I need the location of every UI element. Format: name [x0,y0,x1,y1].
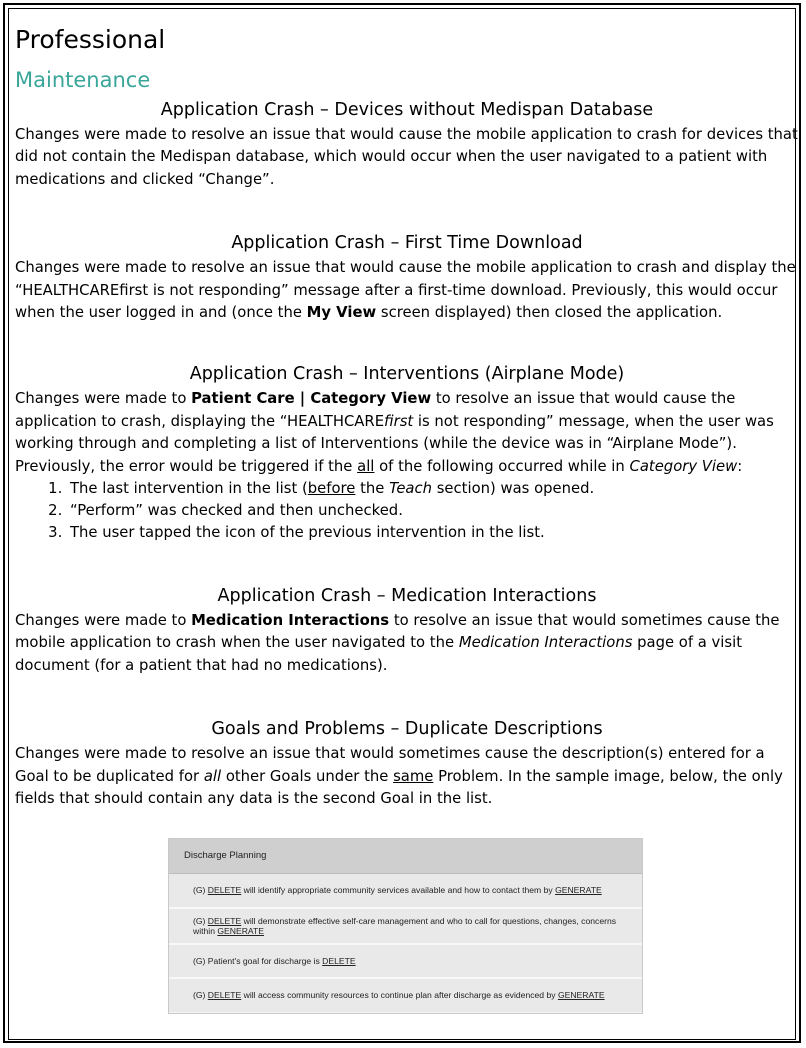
ui-term-category-view: Patient Care | Category View [191,390,432,408]
section-medication-interactions [15,584,799,677]
section-goals-problems [15,717,799,810]
section-title: Goals and Problems – Duplicate Descriptions [211,719,603,740]
section-first-time-download [15,231,799,324]
section-paragraph: Changes were made to resolve an issue that would cause the mobile application to crash for devices that did not contain the Medispan database, which would occur when the user navigated to a patient with medications and clicked “Change”. [15,126,798,188]
goal-row: (G) DELETE will demonstrate effective self-care management and who to call for questions, changes, concerns within GENERATE [169,909,642,945]
document-content [15,22,799,811]
ui-term-my-view: My View [306,304,377,322]
section-title: Application Crash – Medication Interactions [217,586,597,607]
section-medispan [15,98,799,191]
page-title: Professional [15,25,166,54]
goal-row: (G) Patient's goal for discharge is DELETE [169,945,642,979]
section-paragraph: Changes were made to Medication Interactions to resolve an issue that would sometimes cause the mobile application to crash when the user navigated to the Medication Interactions page of a visit document (for a patient that had no medications). [15,612,780,674]
goal-row: (G) DELETE will identify appropriate community services available and how to contact them by GENERATE [169,874,642,909]
section-interventions [15,362,799,544]
list-item: 2. “Perform” was checked and then unchecked. [67,500,799,522]
goal-row: (G) DELETE will access community resources to continue plan after discharge as evidenced by GENERATE [169,979,642,1012]
list-item: 3. The user tapped the icon of the previous intervention in the list. [67,522,799,544]
section-title: Application Crash – First Time Download [231,233,583,254]
section-title: Application Crash – Interventions (Airplane Mode) [189,364,625,385]
section-title: Application Crash – Devices without Medispan Database [160,100,654,120]
list-item: 1. The last intervention in the list (before the Teach section) was opened. [67,478,799,500]
ui-term-medication-interactions: Medication Interactions [191,612,390,630]
section-paragraph: Changes were made to Patient Care | Category View to resolve an issue that would cause the application to crash, displaying the “HEALTHCAREfirst is not responding” message, when the user was working through and completing a list of Interventions (while the device was in “Airplane Mode”). Previously, the error would be triggered if the all of the following occurred while in Category View: [15,390,774,475]
section-heading-maintenance: Maintenance [15,68,151,92]
numbered-list [15,478,799,544]
screenshot-header: Discharge Planning [169,839,642,874]
sample-screenshot-discharge-planning [168,838,643,1014]
section-paragraph: Changes were made to resolve an issue that would cause the mobile application to crash and display the “HEALTHCAREfirst is not responding” message after a first-time download. Previously, this would occur when the user logged in and (once the My View screen displayed) then closed the application. [15,259,796,322]
section-paragraph: Changes were made to resolve an issue that would sometimes cause the description(s) entered for a Goal to be duplicated for all other Goals under the same Problem. In the sample image, below, the only fields that should contain any data is the second Goal in the list. [15,745,783,808]
